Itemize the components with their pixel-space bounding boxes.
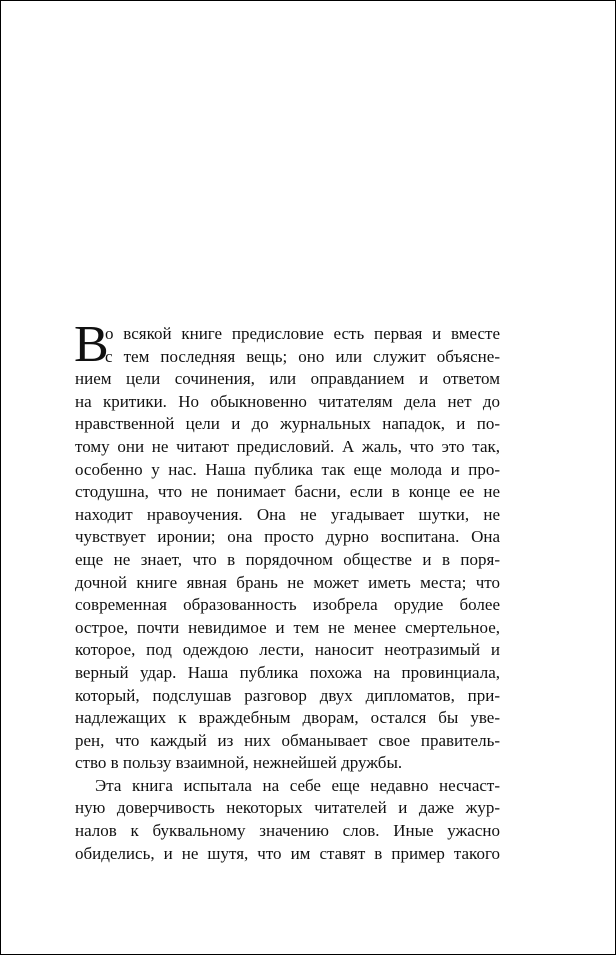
text-line: острое, почти невидимое и тем не менее смертельное, [75, 617, 500, 637]
text-line: налов к буквальному значению слов. Иные ужасно [75, 821, 500, 841]
text-line: дочной книге явная брань не может иметь места; что [75, 572, 500, 592]
text-line: о всякой книге предисловие есть первая и вместе [105, 324, 500, 343]
text-line: которое, под одеждою лести, наносит неотразимый и [75, 640, 500, 660]
text-line: находит нравоучения. Она не угадывает шутки, не [75, 504, 500, 524]
text-line: современная образованность изобрела орудие более [75, 595, 500, 615]
text-line: обиделись, и не шутя, что им ставят в пример такого [75, 843, 500, 863]
body-text [74, 316, 500, 865]
text-line: особенно у нас. Наша публика так еще молода и про- [75, 459, 500, 479]
text-line: нием цели сочинения, или оправданием и ответом [75, 369, 500, 389]
text-line: стодушна, что не понимает басни, если в конце ее не [75, 482, 500, 502]
text-line: ство в пользу взаимной, нежнейшей дружбы. [75, 753, 403, 773]
paragraph-1 [74, 316, 500, 775]
text-line: тому они не читают предисловий. А жаль, что это так, [75, 436, 500, 456]
text-line: верный удар. Наша публика похожа на провинциала, [75, 662, 500, 682]
text-line: чувствует иронии; она просто дурно воспитана. Она [75, 527, 500, 547]
text-line: на критики. Но обыкновенно читателям дела нет до [75, 391, 500, 411]
paragraph-2 [75, 775, 500, 865]
text-line: ную доверчивость некоторых читателей и даже жур- [75, 798, 500, 818]
drop-cap: В [74, 316, 109, 373]
text-line: Эта книга испытала на себе еще недавно несчаст- [95, 775, 500, 795]
text-line: надлежащих к враждебным дворам, остался бы уве- [75, 708, 500, 728]
text-line: с тем последняя вещь; оно или служит объясне- [105, 346, 500, 366]
text-line: который, подслушав разговор двух дипломатов, при- [75, 685, 500, 705]
text-line: еще не знает, что в порядочном обществе и в поря- [75, 549, 500, 569]
text-line: нравственной цели и до журнальных нападок, и по- [75, 414, 500, 434]
text-line: рен, что каждый из них обманывает свое правитель- [75, 730, 500, 750]
